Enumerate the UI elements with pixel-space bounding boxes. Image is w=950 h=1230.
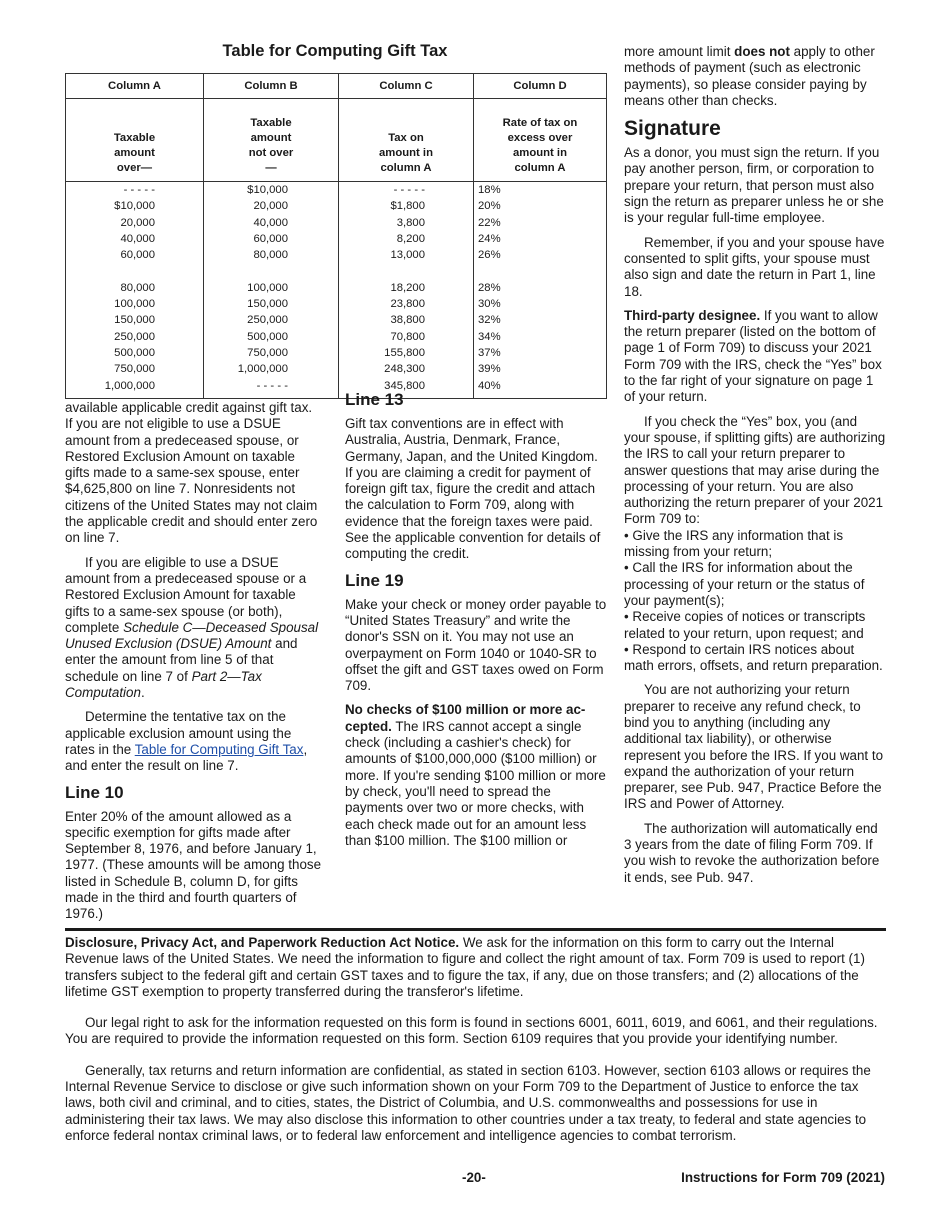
table-cell: 60,000 (204, 231, 339, 247)
table-cell: 100,000 (66, 296, 204, 312)
table-cell: 100,000 (204, 280, 339, 296)
table-row (66, 296, 607, 312)
table-row (66, 247, 607, 263)
paragraph: As a donor, you must sign the return. If you pay another person, firm, or corporation to prepare your return, that person must also sign the return as preparer unless he or she is your regular full-time employee. (624, 145, 884, 226)
col-letter: Column B (204, 74, 339, 99)
col-header: Rate of tax on excess over amount in column A (474, 99, 607, 182)
gift-tax-table (65, 73, 607, 399)
table-cell: 1,000,000 (204, 361, 339, 377)
paragraph: available applicable credit against gift tax. If you are not eligible to use a DSUE amount from a predeceased spouse, or Restored Exclusion Amount on taxable gifts made to a same-sex spouse, enter $4,625,800 on line 7. Nonresidents not citizens of the United States may not claim the applicable credit and should enter zero on line 7. (65, 400, 318, 546)
col-header: Tax on amount in column A (339, 99, 474, 182)
table-cell: - - - - - (204, 378, 339, 399)
table-cell: 40,000 (204, 215, 339, 231)
table-cell: 70,800 (339, 329, 474, 345)
table-cell: 60,000 (66, 247, 204, 263)
paragraph: Third-party designee. If you want to allow the return preparer (listed on the bottom of page 1 of Form 709) to discuss your 2021 Form 709 with the IRS, check the “Yes” box to the far right of your signature on page 1 of your return. (624, 307, 882, 405)
table-cell: 250,000 (66, 329, 204, 345)
paragraph: more amount limit does not apply to other methods of payment (such as electronic payments), so please consider paying by means other than checks. (624, 44, 875, 108)
table-cell: 23,800 (339, 296, 474, 312)
table-cell: 150,000 (204, 296, 339, 312)
table-cell: 40,000 (66, 231, 204, 247)
bullet-item: • Receive copies of notices or transcripts related to your return, upon request; and (624, 609, 866, 641)
table-row (66, 312, 607, 328)
table-cell: 500,000 (204, 329, 339, 345)
paragraph: Remember, if you and your spouse have consented to split gifts, your spouse must also sign and date the return in Part 1, line 18. (624, 234, 885, 299)
paragraph: Determine the tentative tax on the applicable exclusion amount using the rates in the Table for Computing Gift Tax, and enter the result on line 7. (65, 709, 308, 774)
table-cell: 18,200 (339, 280, 474, 296)
table-cell: 13,000 (339, 247, 474, 263)
table-cell: 500,000 (66, 345, 204, 361)
table-link[interactable]: Table for Computing Gift Tax (134, 741, 304, 757)
page-number: -20- (462, 1170, 486, 1185)
bullet-item: • Respond to certain IRS notices about math errors, offsets, and return preparation. (624, 641, 883, 674)
paragraph: Gift tax conventions are in effect with Australia, Austria, Denmark, France, Germany, Japan, and the United Kingdom. If you are claiming a credit for payment of foreign gift tax, figure the credit and attach the calculation to Form 709, along with evidence that the foreign taxes were paid. See the applicable convention for details of computing the credit. (345, 416, 601, 562)
table-cell: 24% (474, 231, 607, 247)
table-cell: 150,000 (66, 312, 204, 328)
table-row (66, 329, 607, 345)
table-cell: 39% (474, 361, 607, 377)
paragraph: Disclosure, Privacy Act, and Paperwork Reduction Act Notice. We ask for the information on this form to carry out the Internal Revenue laws of the United States. We need the information to figure and collect the right amount of tax. Form 709 is used to report (1) transfers subject to the federal gift and certain GST taxes and to figure the tax, if any, due on those transfers; and (2) allocations of the lifetime GST exemption to property transferred during the transferor's lifetime. (65, 935, 865, 999)
table-cell: - - - - - (66, 182, 204, 199)
paragraph: Our legal right to ask for the information requested on this form is found in sections 6001, 6011, 6019, and 6061, and their regulations. You are required to provide the information requested on this form. Section 6109 requires that you provide your identifying number. (65, 1015, 878, 1047)
spacer-row (66, 263, 607, 279)
table-cell: 20,000 (204, 198, 339, 214)
footer-title: Instructions for Form 709 (2021) (681, 1170, 885, 1185)
heading-line-13: Line 13 (345, 390, 404, 409)
paragraph: The authorization will automatically end 3 years from the date of filing Form 709. If you wish to revoke the authorization before it ends, see Pub. 947. (624, 820, 880, 885)
table-cell: 750,000 (66, 361, 204, 377)
table-cell: $1,800 (339, 198, 474, 214)
table-cell: 20,000 (66, 215, 204, 231)
table-cell: 248,300 (339, 361, 474, 377)
table-row (66, 182, 607, 199)
table-row (66, 215, 607, 231)
table-cell: 3,800 (339, 215, 474, 231)
table-cell: 80,000 (66, 280, 204, 296)
table-cell: 30% (474, 296, 607, 312)
table-row (66, 345, 607, 361)
paragraph: No checks of $100 million or more accepted. The IRS cannot accept a single check (including a cashier's check) for amounts of $100,000,000 ($100 million) or more. If you're sending $100 million or more by check, you'll need to spread the payments over two or more checks, with each check made out for an amount less than $100 million. The $100 million or (345, 702, 606, 848)
paragraph: Make your check or money order payable to “United States Treasury” and write the donor's SSN on it. You may not use an overpayment on Form 1040 or 1040-SR to offset the gift and GST taxes owed on Form 709. (345, 596, 607, 694)
table-cell: 22% (474, 215, 607, 231)
table-cell: 28% (474, 280, 607, 296)
col-header: Taxable amount over— (66, 99, 204, 182)
left-column (65, 400, 323, 931)
table-cell: 1,000,000 (66, 378, 204, 399)
table-cell: 20% (474, 198, 607, 214)
table-cell: - - - - - (339, 182, 474, 199)
table-cell: 18% (474, 182, 607, 199)
table-cell: 34% (474, 329, 607, 345)
table-cell: 345,800 (339, 378, 474, 399)
heading-line-10: Line 10 (65, 782, 124, 802)
paragraph: Enter 20% of the amount allowed as a specific exemption for gifts made after September 8, 1976, and before January 1, 1977. (These amounts will be among those listed in Schedule B, column D, for gifts made in the third and fourth quarters of 1976.) (65, 808, 322, 922)
bullet-item: • Call the IRS for information about the processing of your return or the status of your payment(s); (624, 560, 865, 608)
col-letter: Column C (339, 74, 474, 99)
col-header: Taxable amount not over— (204, 99, 339, 182)
table-cell: 40% (474, 378, 607, 399)
col-letter: Column D (474, 74, 607, 99)
table-cell: 8,200 (339, 231, 474, 247)
table-cell: 37% (474, 345, 607, 361)
paragraph: If you are eligible to use a DSUE amount from a predeceased spouse or a Restored Exclusion Amount for taxable gifts to a same-sex spouse (or both), complete Schedule C—Deceased Spousal Unused Exclusion (DSUE) Amount and enter the amount from line 5 of that schedule on line 7 of Part 2—Tax Computation. (65, 554, 319, 701)
table-cell: 750,000 (204, 345, 339, 361)
table-cell: 38,800 (339, 312, 474, 328)
table-row (66, 280, 607, 296)
right-column (624, 44, 886, 894)
table-cell: 80,000 (204, 247, 339, 263)
col-letter: Column A (66, 74, 204, 99)
table-row (66, 361, 607, 377)
table-row (66, 231, 607, 247)
heading-line-19: Line 19 (345, 570, 404, 590)
table-cell: $10,000 (66, 198, 204, 214)
table-cell: 250,000 (204, 312, 339, 328)
bullet-item: • Give the IRS any information that is missing from your return; (624, 527, 844, 560)
table-cell: 155,800 (339, 345, 474, 361)
paragraph: If you check the “Yes” box, you (and your spouse, if splitting gifts) are authorizing the IRS to call your return preparer to answer questions that may arise during the processing of your return. You are also authorizing the return preparer of your 2021 Form 709 to: (624, 413, 886, 527)
table-cell: $10,000 (204, 182, 339, 199)
table-title: Table for Computing Gift Tax (222, 42, 448, 60)
middle-column (345, 384, 607, 857)
table-cell: 32% (474, 312, 607, 328)
paragraph: Generally, tax returns and return information are confidential, as stated in section 6103. However, section 6103 allows or requires the Internal Revenue Service to disclose or give such information shown on your Form 709 to the Department of Justice to enforce the tax laws, both civil and criminal, and to cities, states, the District of Columbia, and U.S. commonwealths and possessions for use in administering their tax laws. We may also disclose this information to other countries under a tax treaty, to federal and state agencies to enforce federal nontax criminal laws, or to federal law enforcement and intelligence agencies to combat terrorism. (65, 1062, 871, 1143)
table-row (66, 198, 607, 214)
paragraph: You are not authorizing your return preparer to receive any refund check, to bind you to anything (including any additional tax liability), or otherwise represent you before the IRS. If you want to expand the authorization of your return preparer, see Pub. 947, Practice Before the IRS and Power of Attorney. (624, 682, 884, 812)
privacy-notice (65, 928, 886, 1159)
table-cell: 26% (474, 247, 607, 263)
heading-signature: Signature (624, 117, 721, 141)
